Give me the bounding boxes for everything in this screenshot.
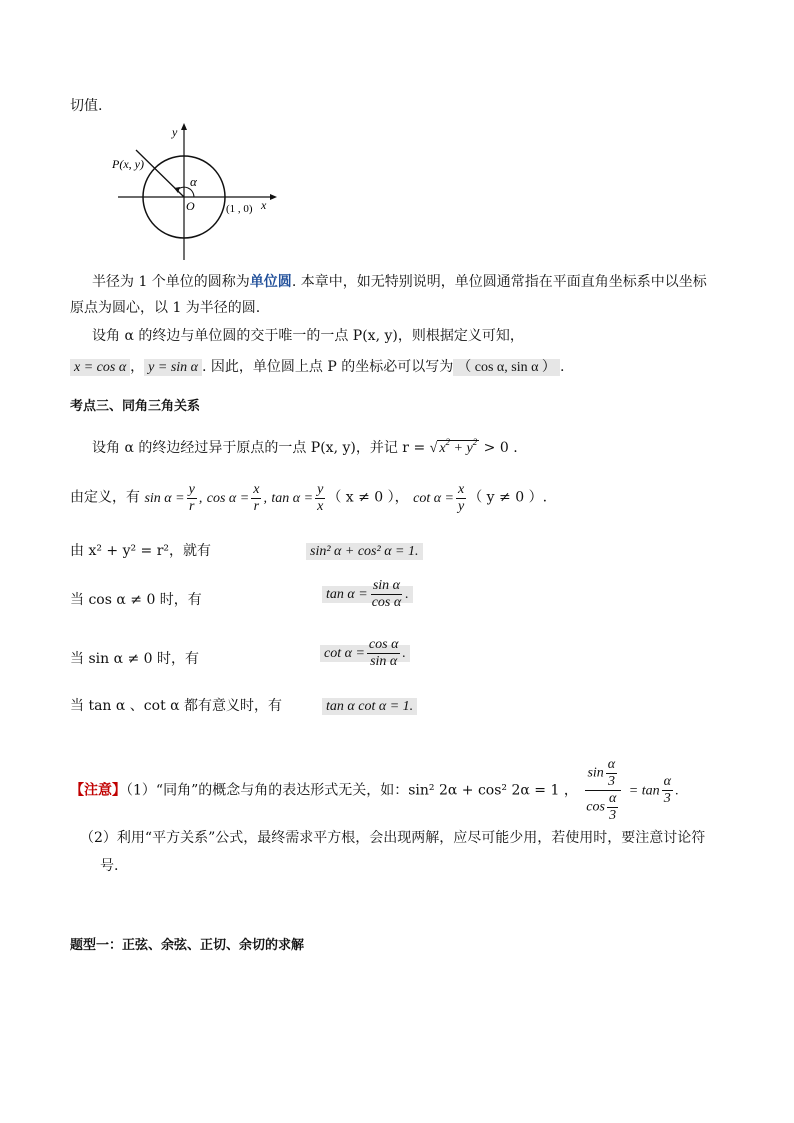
sin-def: sin α = $\frac{y}{r}$ , [144, 482, 203, 514]
unit-circle-line-3: 设角 α 的终边与单位圆的交于唯一的一点 P(x, y)，则根据定义可知， [92, 328, 524, 344]
unit-circle-line-1 [92, 272, 707, 292]
text: sin² α + cos² α = 1. [306, 543, 423, 560]
text: （ x ≠ 0 ）， [327, 489, 409, 506]
unit-circle-line-2: 原点为圆心，以 1 为半径的圆. [70, 300, 261, 316]
eq-y-sin: y = sin α [144, 359, 202, 376]
text: tan α cot α = 1. [322, 698, 417, 715]
r-definition [92, 438, 518, 459]
x-axis-arrow [270, 194, 277, 200]
cot-def: cot α = $\frac{x}{y}$ [413, 482, 465, 514]
origin-label: O [186, 199, 195, 213]
alpha-over-3: $\frac{\alpha}{3}$ [663, 774, 671, 806]
note-compound-fraction [584, 757, 622, 824]
x-axis-label: x [261, 198, 267, 212]
pythagorean-intro: 由 x² + y² = r²，就有 [70, 543, 212, 559]
text: ， [130, 359, 145, 375]
y-axis-label: y [172, 125, 178, 139]
eq-x-cos: x = cos α [70, 359, 130, 376]
cot-quotient [320, 637, 410, 670]
tan-quotient [322, 578, 413, 611]
product-condition: 当 tan α 、cot α 都有意义时，有 [70, 698, 283, 714]
text: . [674, 783, 679, 799]
note-2-line-2: 号. [100, 858, 119, 874]
text: tan α = $\frac{\text{sin α}}{\text{cos α}}$ . [322, 586, 413, 603]
sqrt-expr: √ $x^2 + y^2$ [429, 437, 478, 456]
text: 设角 α 的终边经过异于原点的一点 P(x, y)，并记 r = [92, 440, 430, 456]
text: > 0 . [479, 440, 518, 456]
text: . 因此，单位圆上点 P 的坐标必可以写为 [202, 359, 454, 375]
text: （ y ≠ 0 ）. [468, 489, 548, 506]
point-p-label: P(x, y) [112, 157, 144, 171]
text: = tan [628, 783, 660, 799]
unit-circle-figure [110, 122, 280, 262]
coords-expr: （ cos α, sin α ） [453, 359, 560, 376]
text: 半径为 1 个单位的圆称为 [92, 274, 250, 290]
pythagorean-identity [306, 541, 423, 562]
alpha-label: α [190, 174, 197, 189]
cot-condition: 当 sin α ≠ 0 时，有 [70, 651, 200, 667]
product-identity [322, 696, 417, 717]
section-4-title: 题型一：正弦、余弦、正切、余切的求解 [70, 938, 305, 953]
text: 由定义，有 [70, 489, 140, 506]
text: . [559, 359, 565, 375]
intro-text: 切值. [70, 98, 103, 114]
unit-circle-line-4 [70, 357, 564, 378]
text: sin $\frac{\alpha}{3}$ [585, 757, 621, 791]
point-1-0-label: (1 , 0) [226, 203, 253, 215]
note-tag: 【注意】 [70, 782, 126, 799]
text: cot α = $\frac{\text{cos α}}{\text{sin α}}$ . [320, 645, 410, 662]
trig-definitions [70, 482, 547, 515]
note-1 [70, 757, 678, 824]
tan-def: tan α = $\frac{y}{x}$ [271, 482, 324, 514]
unit-circle-term: 单位圆 [249, 274, 292, 290]
y-axis-arrow [181, 123, 187, 130]
cos-def: cos α = $\frac{x}{r}$ , [206, 482, 267, 514]
text: cos $\frac{\alpha}{3}$ [586, 791, 617, 823]
text: （1）“同角”的概念与角的表达形式无关，如：sin² 2α + cos² 2α = 1 ， [126, 782, 578, 799]
section-3-title: 考点三、同角三角关系 [70, 399, 201, 414]
tan-condition: 当 cos α ≠ 0 时，有 [70, 592, 202, 608]
text: . 本章中，如无特别说明，单位圆通常指在平面直角坐标系中以坐标 [291, 274, 707, 290]
note-2-line-1: （2）利用“平方关系”公式，最终需求平方根，会出现两解，应尽可能少用，若使用时，要注意讨论符 [80, 830, 706, 846]
